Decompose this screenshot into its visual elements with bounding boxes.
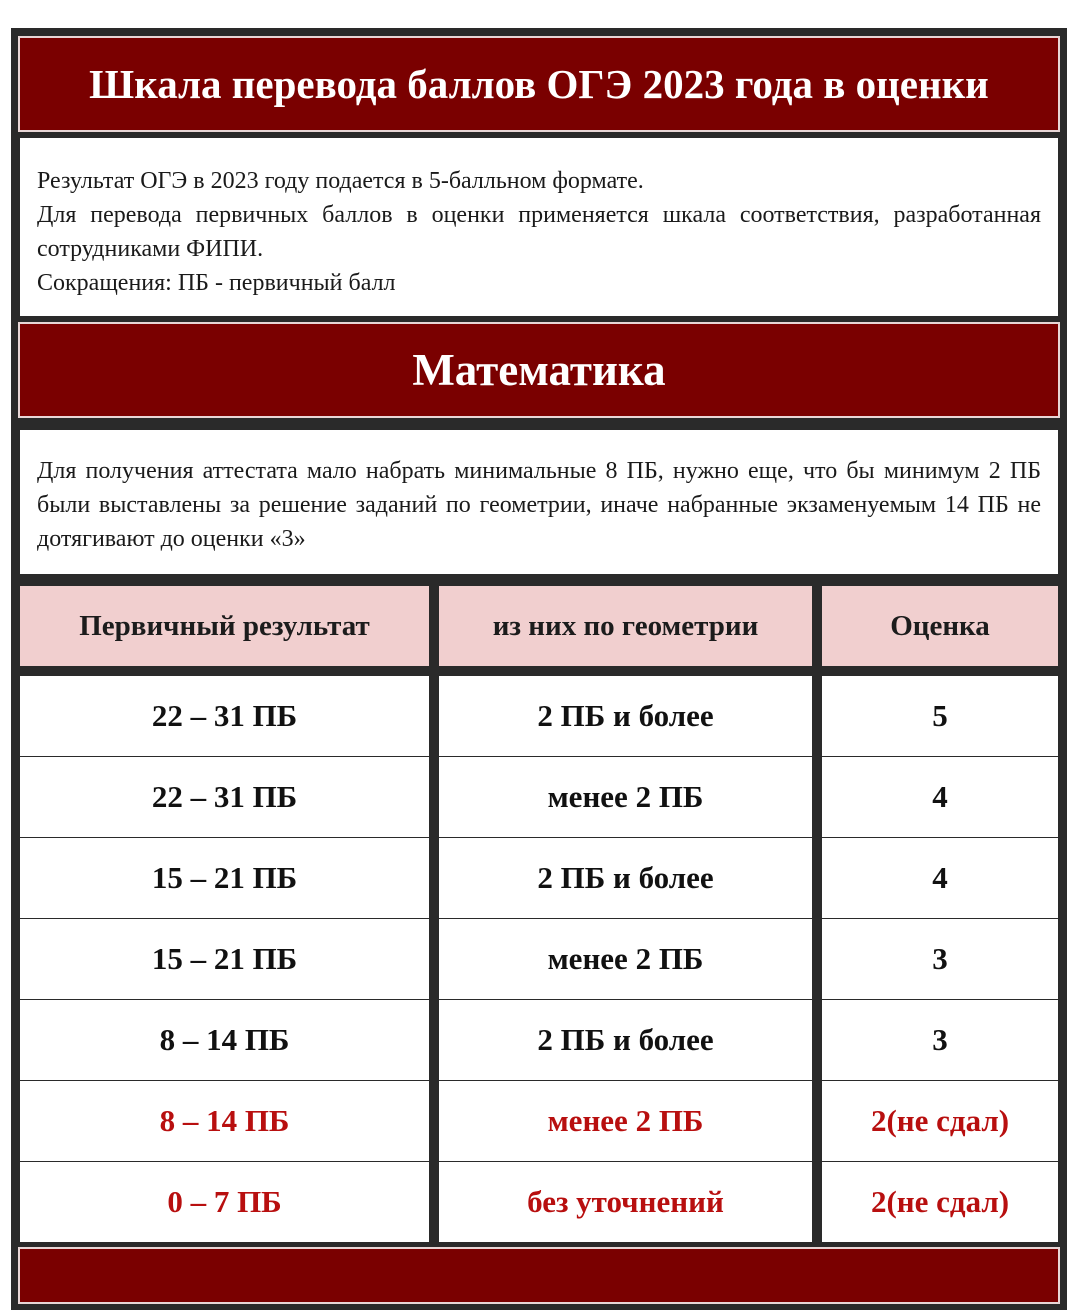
geometry-score-cell: менее 2 ПБ bbox=[439, 757, 812, 837]
grade-cell: 2(не сдал) bbox=[822, 1162, 1058, 1242]
column-header: Первичный результат bbox=[20, 586, 429, 666]
primary-score-cell: 8 – 14 ПБ bbox=[20, 1000, 429, 1080]
primary-score-cell: 15 – 21 ПБ bbox=[20, 919, 429, 999]
grade-cell: 2(не сдал) bbox=[822, 1081, 1058, 1161]
primary-score-cell: 22 – 31 ПБ bbox=[20, 757, 429, 837]
geometry-score-cell: менее 2 ПБ bbox=[439, 919, 812, 999]
geometry-score-cell: 2 ПБ и более bbox=[439, 676, 812, 756]
grade-cell: 3 bbox=[822, 919, 1058, 999]
primary-score-cell: 22 – 31 ПБ bbox=[20, 676, 429, 756]
subject-title: Математика bbox=[18, 322, 1060, 418]
grade-cell: 4 bbox=[822, 838, 1058, 918]
primary-score-cell: 8 – 14 ПБ bbox=[20, 1081, 429, 1161]
geometry-score-cell: менее 2 ПБ bbox=[439, 1081, 812, 1161]
grade-cell: 5 bbox=[822, 676, 1058, 756]
primary-score-cell: 0 – 7 ПБ bbox=[20, 1162, 429, 1242]
intro-line-2: Для перевода первичных баллов в оценки применяется шкала соответствия, разработанная сотрудниками ФИПИ. bbox=[37, 202, 1041, 262]
grade-cell: 4 bbox=[822, 757, 1058, 837]
column-header: Оценка bbox=[822, 586, 1058, 666]
geometry-score-cell: 2 ПБ и более bbox=[439, 838, 812, 918]
page-title: Шкала перевода баллов ОГЭ 2023 года в оценки bbox=[18, 36, 1060, 132]
footer-bar bbox=[18, 1247, 1060, 1304]
primary-score-cell: 15 – 21 ПБ bbox=[20, 838, 429, 918]
intro-line-1: Результат ОГЭ в 2023 году подается в 5-балльном формате. bbox=[37, 168, 644, 194]
intro-line-3: Сокращения: ПБ - первичный балл bbox=[37, 270, 396, 296]
grading-scale-card bbox=[11, 28, 1067, 1310]
geometry-note bbox=[20, 430, 1058, 574]
intro-text bbox=[20, 138, 1058, 316]
grade-cell: 3 bbox=[822, 1000, 1058, 1080]
geometry-score-cell: 2 ПБ и более bbox=[439, 1000, 812, 1080]
geometry-score-cell: без уточнений bbox=[439, 1162, 812, 1242]
column-header: из них по геометрии bbox=[439, 586, 812, 666]
geometry-note-text: Для получения аттестата мало набрать минимальные 8 ПБ, нужно еще, что бы минимум 2 ПБ были выставлены за решение заданий по геометрии, иначе набранные экзаменуемым 14 ПБ не дотягивают до оценки «3» bbox=[37, 458, 1041, 552]
